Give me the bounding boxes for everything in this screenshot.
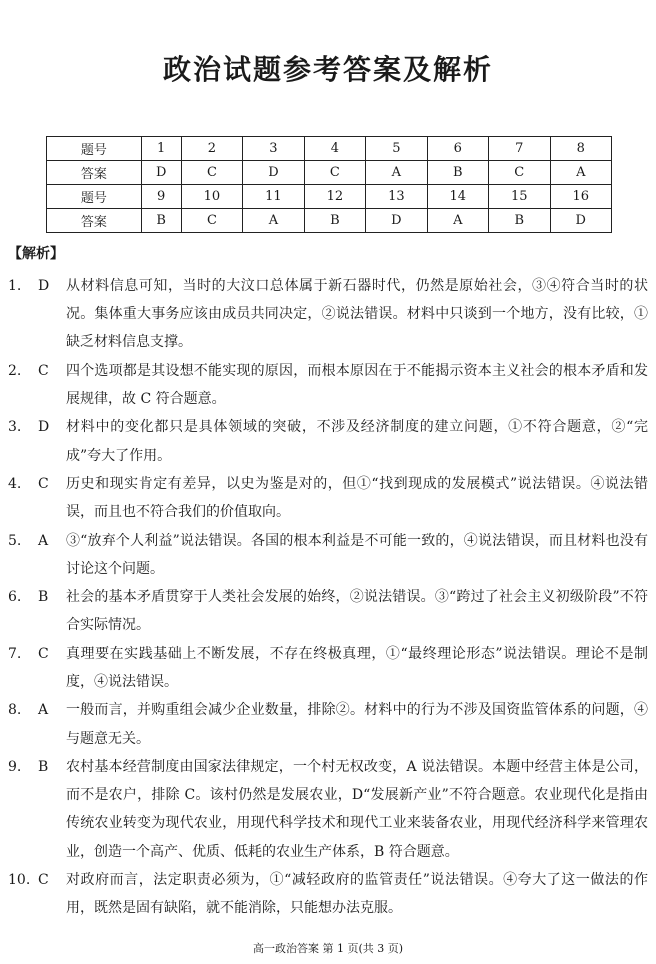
table-cell: A — [427, 209, 488, 233]
table-cell: 9 — [141, 185, 181, 209]
table-cell: C — [489, 161, 550, 185]
table-cell: D — [243, 161, 304, 185]
analysis-item — [8, 413, 648, 469]
item-number: 9. — [8, 758, 22, 775]
analysis-item — [8, 357, 648, 413]
table-cell: D — [366, 209, 427, 233]
table-cell: C — [181, 209, 242, 233]
item-text: 农村基本经营制度由国家法律规定，一个村无权改变，A 说法错误。本题中经营主体是公司，而不是农户，排除 C。该村仍然是发展农业，D“发展新产业”不符合题意。农业现代化是指由传统农业转变为现代农业，用现代科学技术和现代工业来装备农业，用现代经济科学来管理农业，创造一个高产、优质、低耗的农业生产体系，B 符合题意。 — [66, 758, 648, 860]
analysis-item — [8, 470, 648, 526]
item-number: 7. — [8, 645, 22, 662]
table-cell: 3 — [243, 137, 304, 161]
item-number: 5. — [8, 532, 22, 549]
answer-table-row — [47, 209, 612, 233]
item-text: 四个选项都是其设想不能实现的原因，而根本原因在于不能揭示资本主义社会的根本矛盾和发展规律，故 C 符合题意。 — [66, 362, 648, 407]
table-cell: C — [304, 161, 365, 185]
table-cell: 5 — [366, 137, 427, 161]
item-answer: D — [38, 278, 50, 294]
table-cell: 13 — [366, 185, 427, 209]
table-cell: 10 — [181, 185, 242, 209]
table-cell: 11 — [243, 185, 304, 209]
item-answer: A — [38, 532, 49, 549]
analysis-item — [8, 583, 648, 639]
item-answer: A — [38, 702, 49, 719]
page-footer: 高一政治答案 第 1 页(共 3 页) — [252, 942, 404, 955]
item-number: 2. — [8, 362, 22, 379]
analysis-item — [8, 640, 648, 696]
answer-table — [46, 136, 612, 233]
row-label: 答案 — [47, 161, 142, 185]
item-text: 社会的基本矛盾贯穿于人类社会发展的始终，②说法错误。③“跨过了社会主义初级阶段”不符合实际情况。 — [66, 589, 648, 634]
table-cell: 14 — [427, 185, 488, 209]
table-cell: A — [550, 161, 611, 185]
analysis-item — [8, 753, 648, 866]
item-text: 材料中的变化都只是具体领域的突破，不涉及经济制度的建立问题，①不符合题意，②“完成”夸大了作用。 — [66, 419, 648, 464]
row-label: 题号 — [47, 185, 142, 209]
item-number: 1. — [8, 278, 22, 294]
item-answer: C — [38, 475, 49, 492]
table-cell: B — [304, 209, 365, 233]
item-number: 10. — [8, 871, 31, 888]
item-text: 真理要在实践基础上不断发展，不存在终极真理，①“最终理论形态”说法错误。理论不是制度，④说法错误。 — [66, 645, 648, 690]
item-answer: C — [38, 871, 49, 888]
table-cell: B — [489, 209, 550, 233]
table-cell: 2 — [181, 137, 242, 161]
item-number: 6. — [8, 589, 22, 606]
section-label: 【解析】 — [8, 246, 64, 262]
answer-table-row — [47, 137, 612, 161]
table-cell: 6 — [427, 137, 488, 161]
item-answer: D — [38, 419, 50, 436]
analysis-item — [8, 866, 648, 922]
item-number: 3. — [8, 419, 22, 436]
table-cell: 15 — [489, 185, 550, 209]
table-cell: A — [243, 209, 304, 233]
analysis-item — [8, 272, 648, 357]
item-text: 从材料信息可知，当时的大汶口总体属于新石器时代，仍然是原始社会，③④符合当时的状况。集体重大事务应该由成员共同决定，②说法错误。材料中只谈到一个地方，没有比较，①缺乏材料信息支撑。 — [66, 278, 648, 351]
item-text: ③“放弃个人利益”说法错误。各国的根本利益是不可能一致的，④说法错误，而且材料也没有讨论这个问题。 — [66, 532, 648, 577]
row-label: 题号 — [47, 137, 142, 161]
table-cell: 16 — [550, 185, 611, 209]
item-text: 历史和现实肯定有差异，以史为鉴是对的，但①“找到现成的发展模式”说法错误。④说法错误，而且也不符合我们的价值取向。 — [66, 475, 648, 521]
item-answer: B — [38, 589, 49, 606]
item-answer: B — [38, 758, 49, 775]
analysis-list — [8, 272, 648, 923]
analysis-item — [8, 696, 648, 752]
analysis-item — [8, 527, 648, 583]
table-cell: B — [427, 161, 488, 185]
answer-table-row — [47, 185, 612, 209]
table-cell: C — [181, 161, 242, 185]
page-title: 政治试题参考答案及解析 — [162, 53, 493, 86]
item-number: 8. — [8, 702, 22, 719]
item-text: 一般而言，并购重组会减少企业数量，排除②。材料中的行为不涉及国资监管体系的问题，④与题意无关。 — [66, 702, 648, 747]
row-label: 答案 — [47, 209, 142, 233]
table-cell: D — [550, 209, 611, 233]
item-answer: C — [38, 645, 49, 662]
answer-table-row — [47, 161, 612, 185]
table-cell: 12 — [304, 185, 365, 209]
table-cell: 7 — [489, 137, 550, 161]
item-number: 4. — [8, 475, 22, 492]
table-cell: 4 — [304, 137, 365, 161]
table-cell: A — [366, 161, 427, 185]
item-answer: C — [38, 362, 49, 379]
table-cell: 8 — [550, 137, 611, 161]
table-cell: D — [141, 161, 181, 185]
item-text: 对政府而言，法定职责必须为，①“减轻政府的监管责任”说法错误。④夸大了这一做法的作用，既然是固有缺陷，就不能消除，只能想办法克服。 — [66, 871, 648, 917]
table-cell: 1 — [141, 137, 181, 161]
table-cell: B — [141, 209, 181, 233]
